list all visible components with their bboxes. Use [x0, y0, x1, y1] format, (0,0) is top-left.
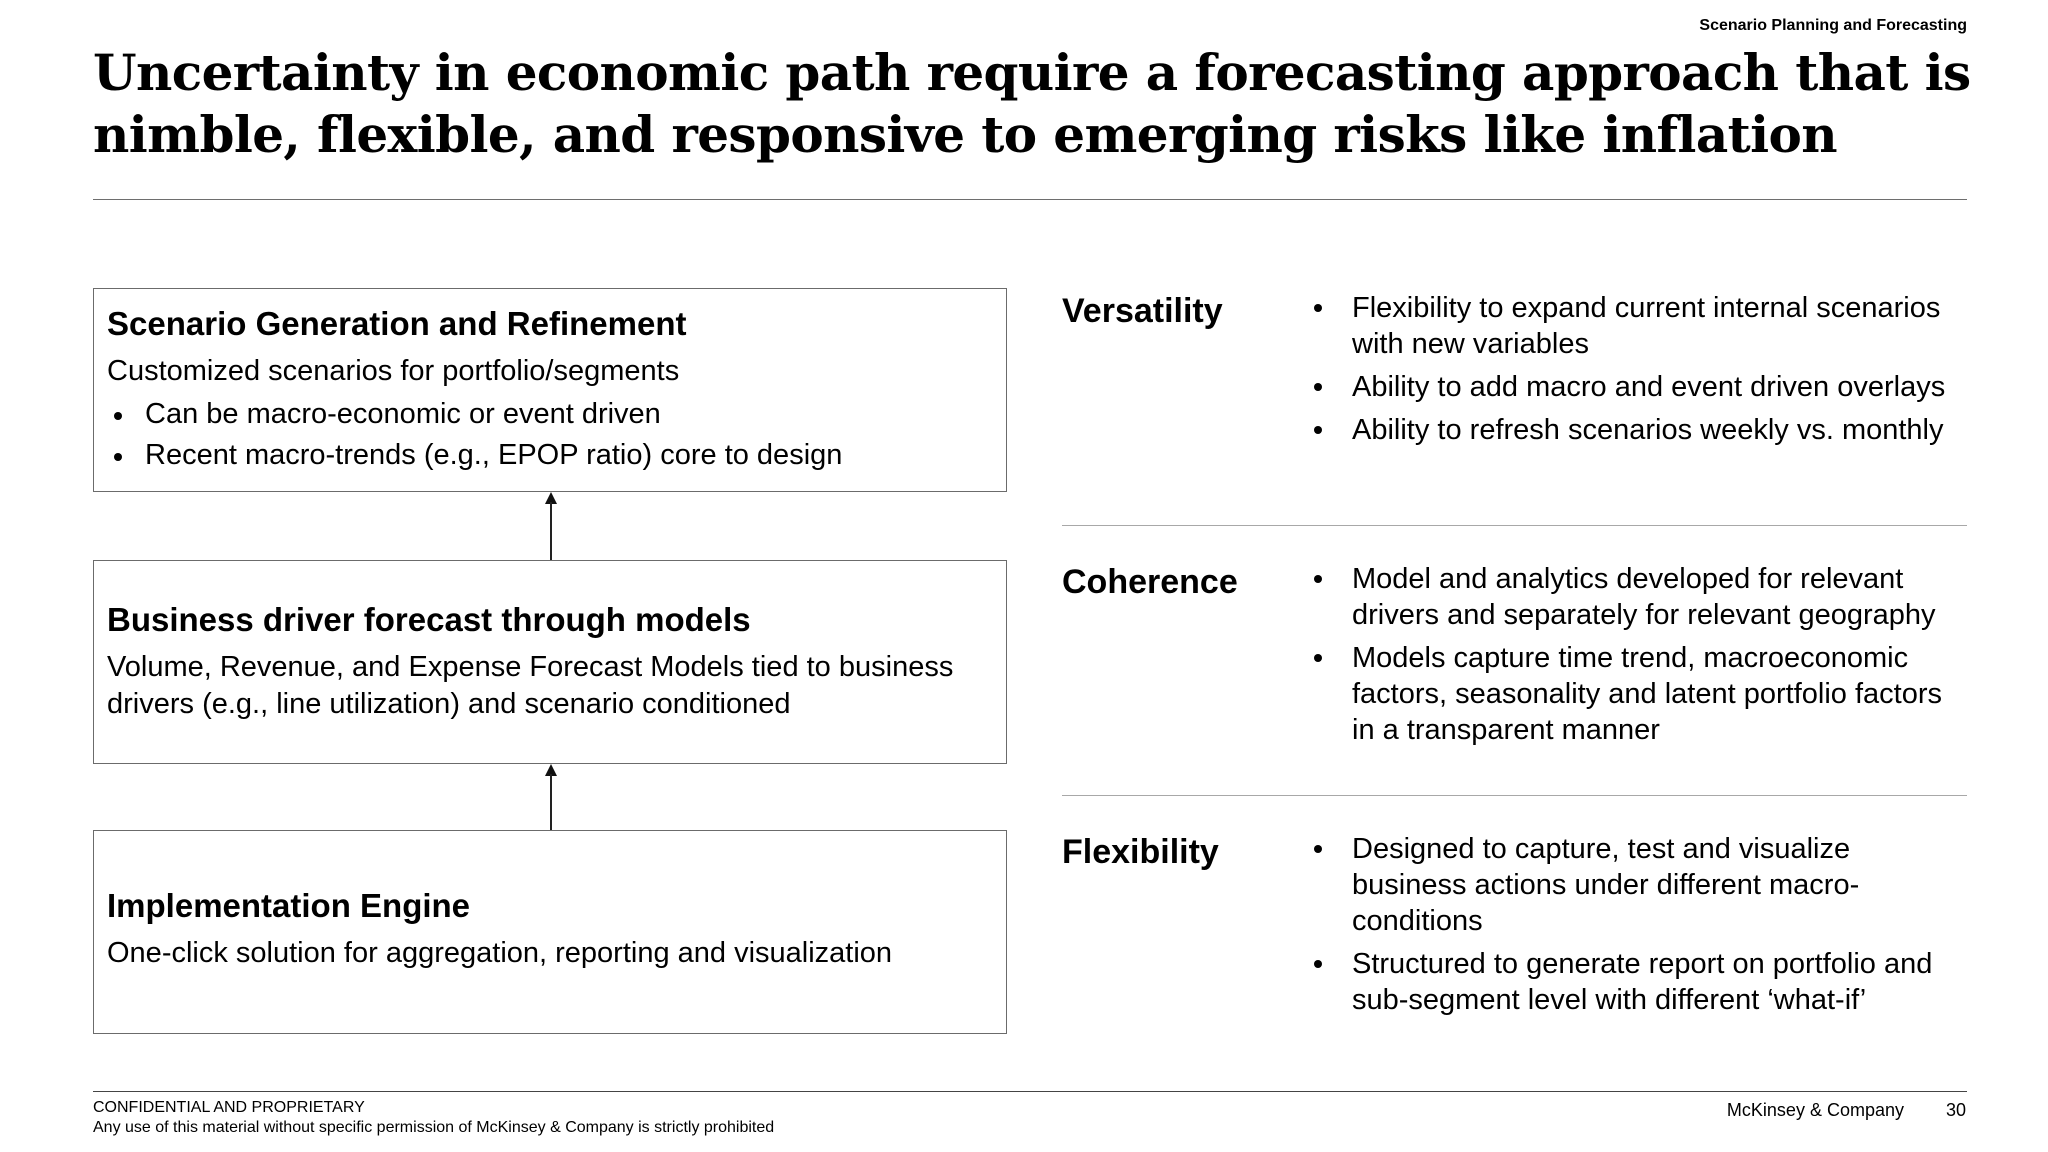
footer-divider — [93, 1091, 1967, 1092]
arrow-connector — [550, 502, 552, 560]
attribute-bullet: Structured to generate report on portfolio and sub-segment level with different ‘what-if’ — [1310, 946, 1970, 1018]
footer-notice — [93, 1098, 774, 1138]
attribute-bullets-versatility — [1310, 290, 1970, 455]
attribute-bullet: Flexibility to expand current internal scenarios with new variables — [1310, 290, 1970, 362]
section-divider — [1062, 525, 1967, 526]
attribute-bullets-coherence — [1310, 561, 1970, 755]
box-title: Scenario Generation and Refinement — [107, 305, 687, 342]
section-label: Scenario Planning and Forecasting — [1699, 17, 1967, 34]
box-description: Volume, Revenue, and Expense Forecast Models tied to business drivers (e.g., line utilization) and scenario conditioned — [107, 651, 954, 720]
confidential-label: CONFIDENTIAL AND PROPRIETARY — [93, 1099, 365, 1116]
section-divider — [1062, 795, 1967, 796]
page-number: 30 — [1945, 1100, 1966, 1120]
arrow-connector — [550, 774, 552, 830]
box-bullet-list — [107, 394, 994, 476]
box-bullet: Recent macro-trends (e.g., EPOP ratio) core to design — [107, 435, 994, 476]
business-driver-box — [93, 560, 1007, 764]
box-bullet: Can be macro-economic or event driven — [107, 394, 994, 435]
attribute-bullets-flexibility — [1310, 831, 1970, 1025]
box-description: Customized scenarios for portfolio/segments — [107, 355, 680, 387]
disclaimer-text: Any use of this material without specific permission of McKinsey & Company is strictly prohibited — [93, 1119, 775, 1136]
box-title: Business driver forecast through models — [107, 601, 751, 638]
implementation-engine-box — [93, 830, 1007, 1034]
attribute-label-versatility: Versatility — [1062, 292, 1223, 330]
attribute-label-flexibility: Flexibility — [1062, 833, 1219, 871]
attribute-bullet: Model and analytics developed for relevant drivers and separately for relevant geography — [1310, 561, 1970, 633]
attribute-bullet: Designed to capture, test and visualize business actions under different macro-conditions — [1310, 831, 1970, 939]
box-title: Implementation Engine — [107, 887, 471, 924]
attribute-bullet: Ability to refresh scenarios weekly vs. monthly — [1310, 412, 1970, 448]
company-name: McKinsey & Company — [1726, 1100, 1904, 1120]
attribute-label-coherence: Coherence — [1062, 563, 1238, 601]
box-description: One-click solution for aggregation, reporting and visualization — [107, 937, 893, 969]
attribute-bullet: Models capture time trend, macroeconomic factors, seasonality and latent portfolio factors in a transparent manner — [1310, 640, 1970, 748]
slide-title: Uncertainty in economic path require a forecasting approach that is nimble, flexible, and responsive to emerging risks like inflation — [93, 43, 1971, 164]
attribute-bullet: Ability to add macro and event driven overlays — [1310, 369, 1970, 405]
title-divider — [93, 199, 1967, 200]
scenario-generation-box — [93, 288, 1007, 492]
